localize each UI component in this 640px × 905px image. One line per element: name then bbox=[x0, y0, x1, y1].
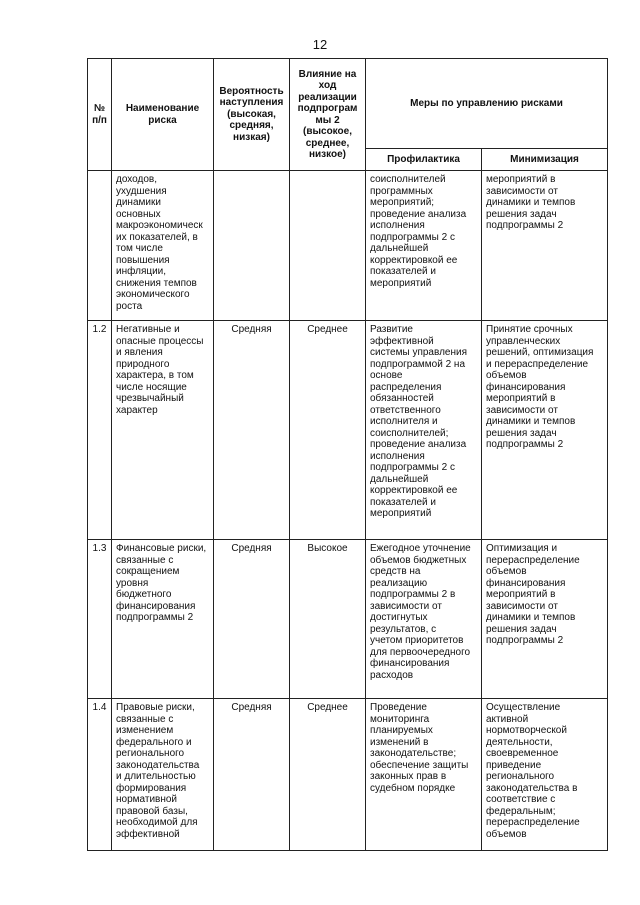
row-probability bbox=[214, 171, 290, 321]
row-risk-name: Негативные и опасные процессы и явления природного характера, в том числе носящие чрезвычайный характер bbox=[112, 321, 214, 540]
table-row bbox=[88, 540, 608, 699]
row-num: 1.3 bbox=[88, 540, 112, 699]
header-row-main bbox=[88, 59, 608, 149]
row-influence bbox=[290, 171, 366, 321]
row-prevention: Проведение мониторинга планируемых изменений в законодательстве; обеспечение защиты законных прав в судебном порядке bbox=[366, 699, 482, 851]
header-prevention: Профилактика bbox=[366, 149, 482, 171]
row-prevention: Ежегодное уточнение объемов бюджетных средств на реализацию подпрограммы 2 в зависимости от достигнутых результатов, с учетом приоритетов для первоочередного финансирования расходов bbox=[366, 540, 482, 699]
row-num bbox=[88, 171, 112, 321]
header-num: № п/п bbox=[88, 59, 112, 171]
header-minimization: Минимизация bbox=[482, 149, 608, 171]
row-probability: Средняя bbox=[214, 321, 290, 540]
header-probability: Вероятность наступления (высокая, средняя, низкая) bbox=[214, 59, 290, 171]
risk-management-table bbox=[87, 58, 608, 851]
table-row bbox=[88, 171, 608, 321]
row-num: 1.2 bbox=[88, 321, 112, 540]
row-num: 1.4 bbox=[88, 699, 112, 851]
table-row bbox=[88, 321, 608, 540]
row-minimization: мероприятий в зависимости от динамики и темпов решения задач подпрограммы 2 bbox=[482, 171, 608, 321]
row-influence: Среднее bbox=[290, 699, 366, 851]
header-influence: Влияние на ход реализации подпрограм мы 2 (высокое, среднее, низкое) bbox=[290, 59, 366, 171]
header-risk-name: Наименование риска bbox=[112, 59, 214, 171]
header-measures: Меры по управлению рисками bbox=[366, 59, 608, 149]
row-risk-name: Правовые риски, связанные с изменением федерального и регионального законодательства и длительностью формирования нормативной правовой базы, необходимой для эффективной bbox=[112, 699, 214, 851]
table-row bbox=[88, 699, 608, 851]
row-influence: Среднее bbox=[290, 321, 366, 540]
row-minimization: Принятие срочных управленческих решений, оптимизация и перераспределение объемов финансирования мероприятий в зависимости от динамики и темпов решения задач подпрограммы 2 bbox=[482, 321, 608, 540]
row-prevention: соисполнителей программных мероприятий; проведение анализа исполнения подпрограммы 2 с дальнейшей корректировкой ее показателей и мероприятий bbox=[366, 171, 482, 321]
row-prevention: Развитие эффективной системы управления подпрограммой 2 на основе распределения обязанностей ответственного исполнителя и соисполнителей; проведение анализа исполнения подпрограммы 2 с дальнейшей корректировкой ее показателей и мероприятий bbox=[366, 321, 482, 540]
row-probability: Средняя bbox=[214, 699, 290, 851]
row-minimization: Оптимизация и перераспределение объемов финансирования мероприятий в зависимости от динамики и темпов решения задач подпрограммы 2 bbox=[482, 540, 608, 699]
row-probability: Средняя bbox=[214, 540, 290, 699]
row-risk-name: доходов, ухудшения динамики основных макроэкономическ их показателей, в том числе повышения инфляции, снижения темпов экономического роста bbox=[112, 171, 214, 321]
page-number: 12 bbox=[312, 37, 328, 52]
row-influence: Высокое bbox=[290, 540, 366, 699]
row-risk-name: Финансовые риски, связанные с сокращением уровня бюджетного финансирования подпрограммы 2 bbox=[112, 540, 214, 699]
row-minimization: Осуществление активной нормотворческой деятельности, своевременное приведение регионального законодательства в соответствие с федеральным; перераспределение объемов bbox=[482, 699, 608, 851]
